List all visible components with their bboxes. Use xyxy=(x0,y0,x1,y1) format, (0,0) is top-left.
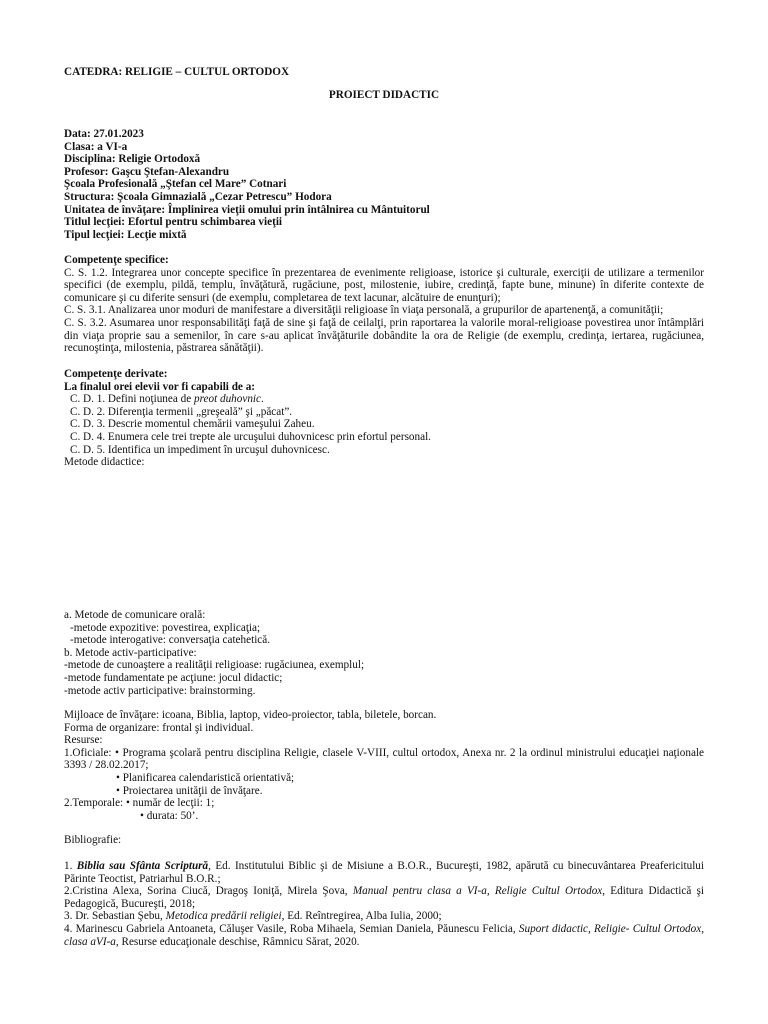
metode-item: a. Metode de comunicare orală: xyxy=(64,609,206,621)
cs-item: C. S. 3.1. Analizarea unor moduri de manifestare a diversităţii religioase în viaţa personală, a grupurilor de apartenenţă, a comunităţii; xyxy=(64,304,664,317)
metode-heading: Metode didactice: xyxy=(64,456,145,469)
metode-item: -metode activ participative: brainstorming. xyxy=(64,684,256,697)
metode-item: -metode interogative: conversaţia catehetică. xyxy=(70,634,271,647)
info-tipul: Tipul lecţiei: Lecţie mixtă xyxy=(64,228,187,241)
mijloace-line: Mijloace de învăţare: icoana, Biblia, laptop, video-proiector, tabla, biletele, borcan. xyxy=(64,709,437,721)
competente-specifice-heading: Competenţe specifice: xyxy=(64,254,169,266)
info-titlul: Titlul lecţiei: Efortul pentru schimbarea vieţii xyxy=(64,216,283,229)
bibliografie-heading: Bibliografie: xyxy=(64,834,122,846)
cs-item: C. S. 1.2. Integrarea unor concepte specifice în prezentarea de evenimente religioase, istorice şi culturale, exerciţii de utilizare a termenilor specifici (de exemplu, pildă, templu, învăţătură, rugăciune, post, milostenie, iubire, credinţă, fapte bune, minune) în diferite contexte de comunicare şi cu diferite sensuri (de exemplu, completarea de text lacunar, alcătuire de enunţuri); xyxy=(64,266,704,304)
cd-item: C. D. 2. Diferenţia termenii „greşeală” şi „păcat”. xyxy=(70,405,293,418)
info-structura: Structura: Şcoala Gimnazială „Cezar Petrescu” Hodora xyxy=(64,190,332,203)
resurse-oficiale: 1.Oficiale: • Programa şcolară pentru disciplina Religie, clasele V-VIII, cultul ortodox, Anexa nr. 2 la ordinul ministrului educaţiei naţionale 3393 / 28.02.2017; xyxy=(64,746,704,772)
cs-item: C. S. 3.2. Asumarea unor responsabilităţi faţă de sine şi faţă de ceilalţi, prin raportarea la valorile moral-religioase povestirea unor întâmplări din viaţa proprie sau a semenilor, în care s-au aplicat învăţăturile dobândite la ora de Religie (de exemplu, credinţa, iertarea, rugăciunea, recunoştinţa, milostenia, păstrarea sănătăţii). xyxy=(64,316,704,355)
resurse-oficiale-item: • Proiectarea unităţii de învăţare. xyxy=(116,784,263,797)
metode-list xyxy=(64,609,704,697)
bibliografie-item: 1. Biblia sau Sfânta Scriptură, Ed. Institutului Biblic şi de Misiune a B.O.R., Bucureşti, 1982, apărută cu binecuvântarea Preafericitului Părinte Teoctist, Patriarhul B.O.R.; xyxy=(64,860,705,885)
metode-item: -metode fundamentate pe acţiune: jocul didactic; xyxy=(64,671,283,684)
mijloace-resurse xyxy=(64,709,704,822)
bibliografie-item: 2.Cristina Alexa, Sorina Ciucă, Dragoş Ioniţă, Mirela Şova, Manual pentru clasa a VI-a, Religie Cultul Ortodox, Editura Didactică şi Pedagogică, Bucureşti, 2018; xyxy=(64,885,704,910)
competente-derivate xyxy=(64,368,704,469)
resurse-temporale: 2.Temporale: • număr de lecţii: 1; xyxy=(64,797,215,810)
metode-item: -metode expozitive: povestirea, explicaţia; xyxy=(70,621,261,634)
competente-specifice xyxy=(64,254,704,355)
cd-item: C. D. 3. Descrie momentul chemării vameşului Zaheu. xyxy=(70,418,315,431)
forma-line: Forma de organizare: frontal şi individual. xyxy=(64,721,254,734)
resurse-durata: • durata: 50’. xyxy=(140,809,199,822)
competente-derivate-subheading: La finalul orei elevii vor fi capabili de a: xyxy=(64,380,256,393)
bibliografie-item: 4. Marinescu Gabriela Antoaneta, Căluşer Vasile, Roba Mihaela, Semian Daniela, Păunescu Felicia, Suport didactic, Religie- Cultul Ortodox, clasa aVI-a, Resurse educaţionale deschise, Râmnicu Sărat, 2020. xyxy=(64,922,704,948)
bibliografie-list xyxy=(64,860,704,948)
lesson-info xyxy=(64,128,704,241)
document-title: PROIECT DIDACTIC xyxy=(328,89,440,101)
info-data: Data: 27.01.2023 xyxy=(64,128,144,140)
info-unitatea: Unitatea de învăţare: Împlinirea vieţii omului prin întâlnirea cu Mântuitorul xyxy=(64,203,430,216)
info-disciplina: Disciplina: Religie Ortodoxă xyxy=(64,153,201,166)
competente-derivate-heading: Competenţe derivate: xyxy=(64,368,168,380)
resurse-heading: Resurse: xyxy=(64,734,103,747)
bibliografie-item: 3. Dr. Sebastian Şebu, Metodica predării religiei, Ed. Reîntregirea, Alba Iulia, 2000; xyxy=(64,910,442,923)
metode-item: -metode de cunoaştere a realităţii religioase: rugăciunea, exemplul; xyxy=(64,659,365,672)
cd-item: C. D. 1. Defini noţiunea de preot duhovnic. xyxy=(70,393,264,406)
catedra-heading: CATEDRA: RELIGIE – CULTUL ORTODOX xyxy=(64,66,290,78)
info-clasa: Clasa: a VI-a xyxy=(64,140,128,153)
resurse-oficiale-item: • Planificarea calendaristică orientativă; xyxy=(116,771,295,784)
info-scoala: Şcoala Profesională „Ştefan cel Mare” Cotnari xyxy=(64,178,287,191)
cd-item: C. D. 4. Enumera cele trei trepte ale urcuşului duhovnicesc prin efortul personal. xyxy=(70,430,431,443)
metode-item: b. Metode activ-participative: xyxy=(64,646,197,659)
cd-item: C. D. 5. Identifica un impediment în urcuşul duhovnicesc. xyxy=(70,443,330,456)
info-profesor: Profesor: Gaşcu Ştefan-Alexandru xyxy=(64,165,230,178)
